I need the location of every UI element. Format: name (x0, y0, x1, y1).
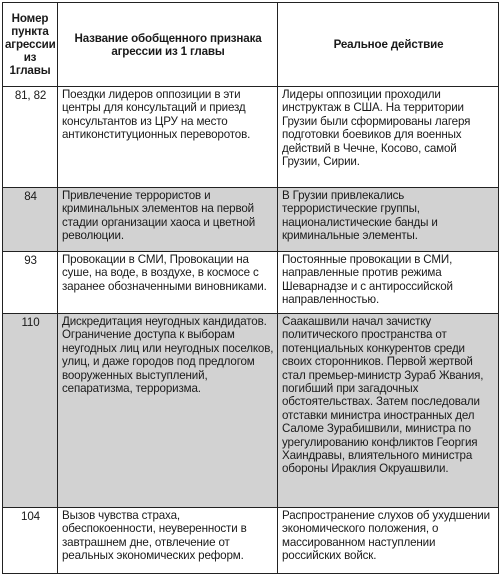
row-feature: Провокации в СМИ, Провокации на суше, на воде, в воздухе, в космосе с заранее обозначенными виновниками. (58, 252, 278, 314)
table-row (3, 314, 499, 508)
row-number: 104 (3, 508, 58, 574)
aggression-table (2, 2, 499, 574)
header-feature-name: Название обобщенного признака агрессии из 1 главы (58, 3, 278, 87)
row-feature: Поездки лидеров оппозиции в эти центры для консультаций и приезд консультантов из ЦРУ на место антиконституционных переворотов. (58, 87, 278, 188)
row-action: Постоянные провокации в СМИ, направленные против режима Шеварнадзе и с антироссийской направленностью. (278, 252, 499, 314)
row-number: 84 (3, 188, 58, 252)
row-action: В Грузии привлекались террористические группы, националистические банды и криминальные элементы. (278, 188, 499, 252)
row-feature: Привлечение террористов и криминальных элементов на первой стадии организации хаоса и цветной революции. (58, 188, 278, 252)
row-number: 93 (3, 252, 58, 314)
header-item-number: Номер пункта агрессии из 1главы (3, 3, 58, 87)
table-header-row (3, 3, 499, 87)
row-action: Распространение слухов об ухудшении экономического положения, о массированном наступлении российских войск. (278, 508, 499, 574)
row-number: 81, 82 (3, 87, 58, 188)
table-row (3, 252, 499, 314)
table-row (3, 508, 499, 574)
table-row (3, 188, 499, 252)
table-row (3, 87, 499, 188)
header-real-action: Реальное действие (278, 3, 499, 87)
row-number: 110 (3, 314, 58, 508)
row-action: Саакашвили начал зачистку политического пространства от потенциальных конкурентов среди своих сторонников. Первой жертвой стал премьер-министр Зураб Жвания, погибший при загадочных обстоятельствах. Затем последовали отставки министра иностранных дел Саломе Зурабишвили, министра по урегулированию конфликтов Георгия Хаиндравы, влиятельного министра обороны Ираклия Окруашвили. (278, 314, 499, 508)
row-feature: Дискредитация неугодных кандидатов. Ограничение доступа к выборам неугодных лиц или неугодных поселков, улиц, и даже городов под предлогом вооруженных выступлений, сепаратизма, терроризма. (58, 314, 278, 508)
row-feature: Вызов чувства страха, обеспокоенности, неуверенности в завтрашнем дне, отвлечение от реальных экономических реформ. (58, 508, 278, 574)
row-action: Лидеры оппозиции проходили инструктаж в США. На территории Грузии были сформированы лагеря подготовки боевиков для военных действий в Чечне, Косово, самой Грузии, Сирии. (278, 87, 499, 188)
document-page (2, 2, 498, 583)
